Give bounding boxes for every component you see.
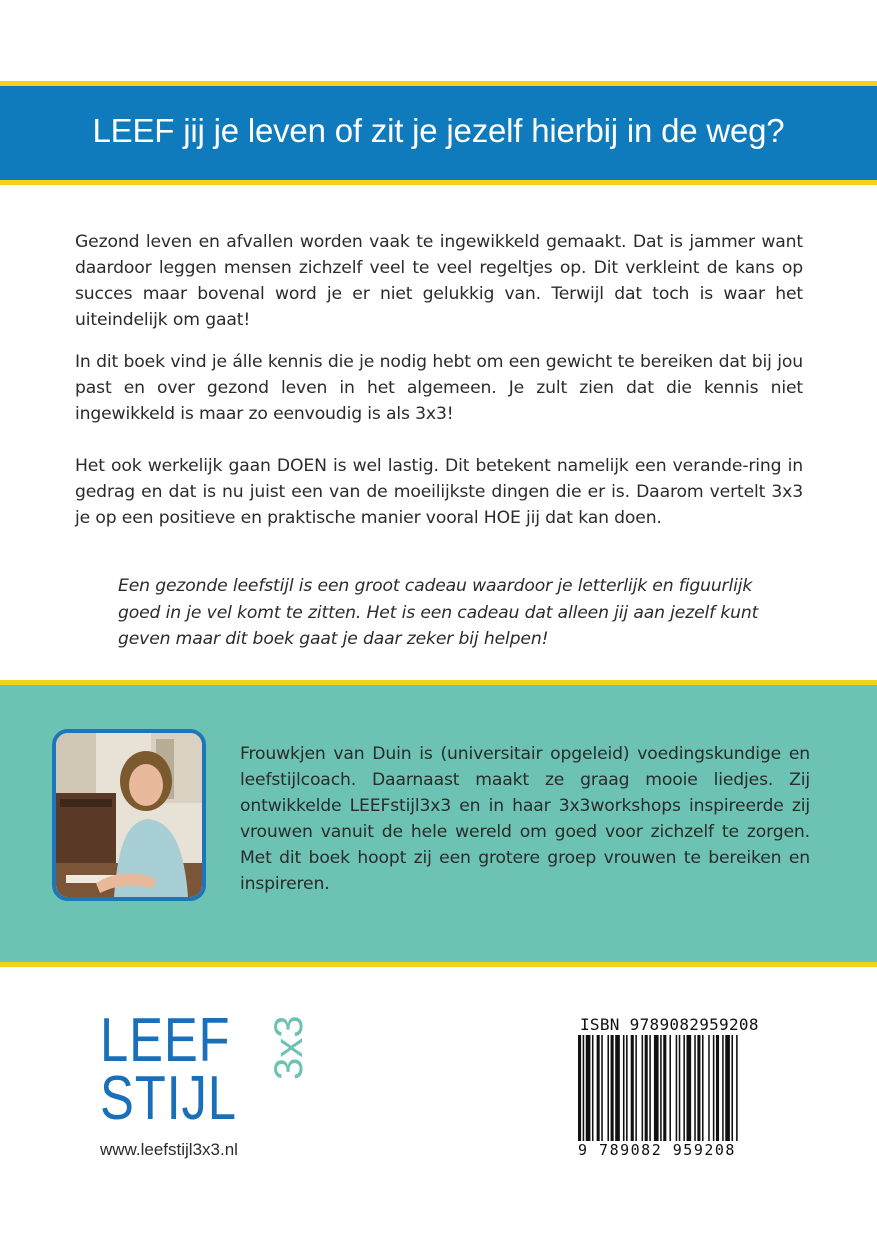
logo-badge-3x3: 3x3 bbox=[267, 1015, 311, 1080]
barcode-bar bbox=[716, 1035, 719, 1141]
author-bio: Frouwkjen van Duin is (universitair opgeleid) voedingskundige en leefstijlcoach. Daarnaast maakt ze graag mooie liedjes. Zij ontwikkelde LEEFstijl3x3 en in haar 3x3workshops inspireerde zij vrouwen vanuit de hele wereld om goed voor zichzelf te zorgen. Met dit boek hoopt zij een grotere groep vrouwen te bereiken en inspireren. bbox=[240, 744, 810, 894]
barcode-bar bbox=[597, 1035, 600, 1141]
quote-text: Een gezonde leefstijl is een groot cadeau waardoor je letterlijk en figuurlijk goed in je vel komt te zitten. Het is een cadeau dat alleen jij aan jezelf kunt geven maar dit boek gaat je daar zeker bij helpen! bbox=[118, 576, 759, 649]
barcode-bar bbox=[586, 1035, 591, 1141]
barcode-bar bbox=[687, 1035, 692, 1141]
barcode-bar bbox=[601, 1035, 603, 1141]
publisher-logo bbox=[100, 1006, 311, 1140]
barcode-bar bbox=[654, 1035, 659, 1141]
author-photo-image bbox=[56, 733, 202, 897]
barcode-bar bbox=[615, 1035, 620, 1141]
barcode bbox=[578, 1035, 782, 1141]
page-title: LEEF jij je leven of zit je jezelf hierbij in de weg? bbox=[92, 112, 785, 149]
logo-line-stijl: STIJL bbox=[100, 1064, 237, 1133]
barcode-bar bbox=[708, 1035, 710, 1141]
barcode-bar bbox=[736, 1035, 738, 1141]
barcode-bar bbox=[578, 1035, 581, 1141]
barcode-bar bbox=[694, 1035, 696, 1141]
barcode-bar bbox=[592, 1035, 594, 1141]
barcode-bar bbox=[722, 1035, 724, 1141]
intro-paragraph-2: In dit boek vind je álle kennis die je nodig hebt om een gewicht te bereiken dat bij jou past en over gezond leven in het algemeen. Je zult zien dat die kennis niet ingewikkeld is maar zo eenvoudig is als 3x3! bbox=[75, 352, 803, 424]
barcode-bar bbox=[676, 1035, 678, 1141]
barcode-digits: 9 789082 959208 bbox=[578, 1141, 736, 1159]
barcode-bar bbox=[663, 1035, 666, 1141]
barcode-bar bbox=[702, 1035, 704, 1141]
intro-paragraph-1: Gezond leven en afvallen worden vaak te ingewikkeld gemaakt. Dat is jammer want daardoor leggen mensen zichzelf veel te veel regeltjes op. Dit verkleint de kans op succes maar bovenal word je er niet gelukkig van. Terwijl dat toch is waar het uiteindelijk om gaat! bbox=[75, 232, 803, 330]
barcode-bar bbox=[679, 1035, 681, 1141]
barcode-bar bbox=[583, 1035, 585, 1141]
barcode-bar bbox=[649, 1035, 651, 1141]
barcode-bar bbox=[623, 1035, 625, 1141]
barcode-bar bbox=[626, 1035, 628, 1141]
barcode-bar bbox=[642, 1035, 644, 1141]
barcode-bar bbox=[683, 1035, 685, 1141]
barcode-bar bbox=[725, 1035, 730, 1141]
barcode-bar bbox=[660, 1035, 662, 1141]
barcode-bar bbox=[697, 1035, 700, 1141]
barcode-bar bbox=[635, 1035, 637, 1141]
intro-paragraph-3: Het ook werkelijk gaan DOEN is wel lastig. Dit betekent namelijk een verande-ring in gedrag en dat is nu juist een van de moeilijkste dingen die er is. Daarom vertelt 3x3 je op een positieve en praktische manier vooral HOE jij dat kan doen. bbox=[75, 456, 803, 528]
barcode-bar bbox=[607, 1035, 609, 1141]
barcode-bar bbox=[669, 1035, 671, 1141]
author-photo bbox=[52, 729, 206, 901]
barcode-bar bbox=[611, 1035, 614, 1141]
website-url: www.leefstijl3x3.nl bbox=[100, 1140, 238, 1159]
logo-line-leef: LEEF bbox=[100, 1006, 231, 1075]
barcode-bar bbox=[631, 1035, 634, 1141]
barcode-bar bbox=[645, 1035, 648, 1141]
barcode-bar bbox=[713, 1035, 715, 1141]
title-band bbox=[0, 81, 877, 185]
barcode-bar bbox=[731, 1035, 733, 1141]
isbn-label: ISBN 9789082959208 bbox=[580, 1015, 759, 1034]
